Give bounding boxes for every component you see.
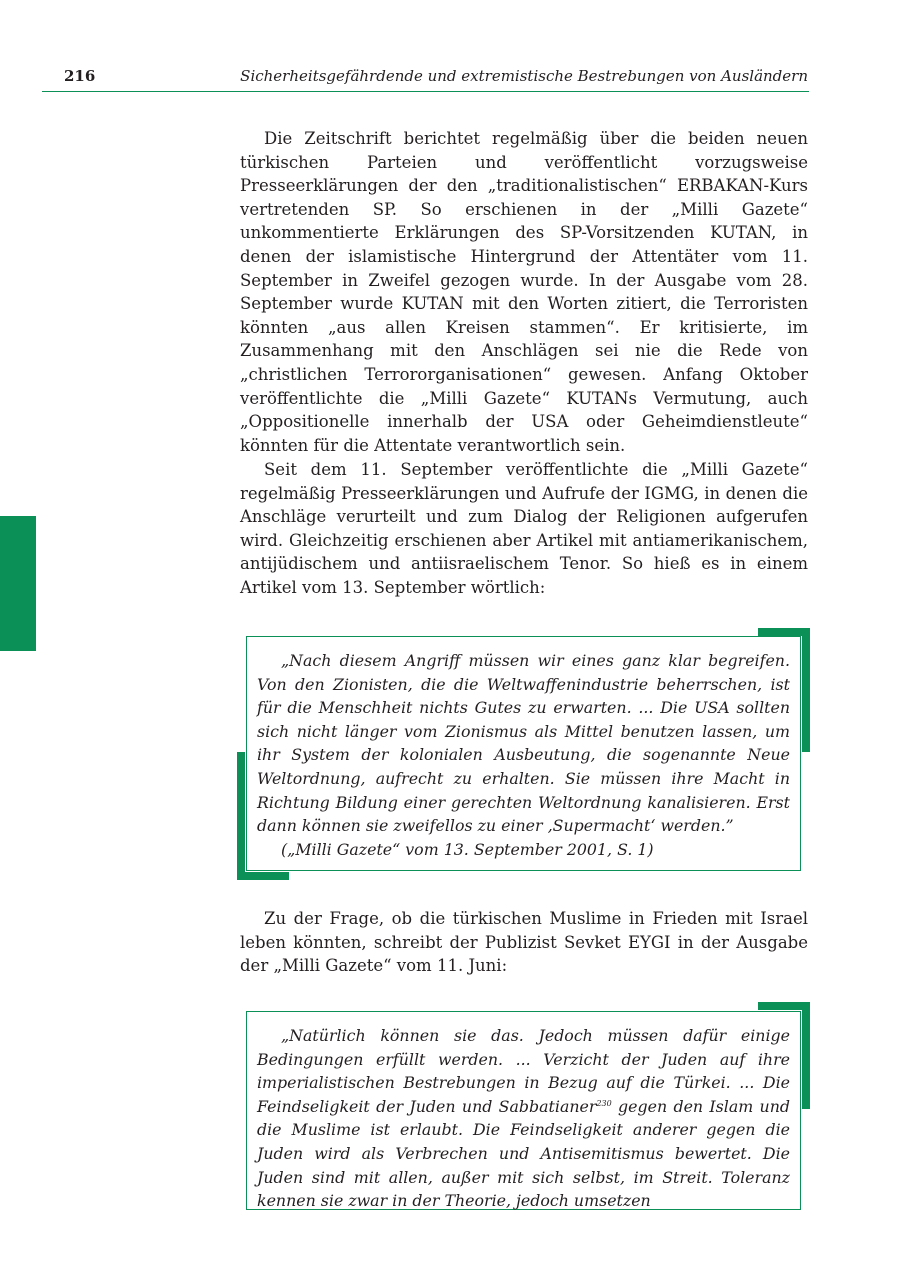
quote1-corner-bar-left [237,752,245,880]
header-rule [42,91,809,92]
quote-box-1 [246,636,801,871]
quote1-text-block [257,649,790,861]
body-paragraph-2 [240,458,808,600]
quote2-text-part1: „Natürlich können sie das. Jedoch müssen dafür einige Bedingungen erfüllt werden. ... Verzicht der Juden auf ihre imperialistischen Bestrebungen in Bezug auf die Türkei. ... Die Feindseligkeit der Juden und Sabbatianer [257,1026,790,1116]
quote1-corner-bar-bottom [237,872,289,880]
body-paragraph-1 [240,127,808,457]
paragraph-1-text: Die Zeitschrift berichtet regelmäßig über die beiden neuen türkischen Parteien und veröffentlicht vorzugsweise Presseerklärungen der den „traditionalistischen“ ERBAKAN-Kurs vertretenden SP. So erschienen in der „Milli Gazete“ unkommentierte Erklärungen des SP-Vorsitzenden KUTAN, in denen der islamistische Hintergrund der Attentäter vom 11. September in Zweifel gezogen wurde. In der Ausgabe vom 28. September wurde KUTAN mit den Worten zitiert, die Terroristen könnten „aus allen Kreisen stammen“. Er kritisierte, im Zusammenhang mit den Anschlägen sei nie die Rede von „christlichen Terrororganisationen“ gewesen. Anfang Oktober veröffentlichte die „Milli Gazete“ KUTANs Vermutung, auch „Oppositionelle innerhalb der USA oder Geheimdienstleute“ könnten für die Attentate verantwortlich sein. [240,129,808,455]
page-number: 216 [64,67,96,85]
quote1-corner-bar-right [802,628,810,752]
body-paragraph-3 [240,907,808,978]
section-thumb-tab [0,516,36,651]
footnote-ref[interactable]: 230 [596,1098,612,1108]
paragraph-3-text: Zu der Frage, ob die türkischen Muslime in Frieden mit Israel leben könnten, schreibt der Publizist Sevket EYGI in der Ausgabe der „Milli Gazete“ vom 11. Juni: [240,909,808,976]
quote2-corner-bar-right [802,1002,810,1109]
quote1-source: („Milli Gazete“ vom 13. September 2001, S. 1) [281,839,654,859]
paragraph-2-text: Seit dem 11. September veröffentlichte die „Milli Gazete“ regelmäßig Presseerklärungen und Aufrufe der IGMG, in denen die Anschläge verurteilt und zum Dialog der Religionen aufgerufen wird. Gleichzeitig erschienen aber Artikel mit antiamerikanischem, antijüdischem und antiisraelischem Tenor. So hieß es in einem Artikel vom 13. September wörtlich: [240,460,808,597]
quote1-text: „Nach diesem Angriff müssen wir eines ganz klar begreifen. Von den Zionisten, die die Weltwaffenindustrie beherrschen, ist für die Menschheit nichts Gutes zu erwarten. ... Die USA sollten sich nicht länger vom Zionismus als Mittel benutzen lassen, um ihr System der kolonialen Ausbeutung, die sogenannte Neue Weltordnung, aufrecht zu erhalten. Sie müssen ihre Macht in Richtung Bildung einer gerechten Weltordnung kanalisieren. Erst dann können sie zweifellos zu einer ‚Supermacht‘ werden.” [257,651,790,836]
quote2-text-part2: gegen den Islam und die Muslime ist erlaubt. Die Feindseligkeit anderer gegen die Juden wird als Verbrechen und Antisemitismus bewertet. Die Juden sind mit allen, außer mit sich selbst, im Streit. Toleranz kennen sie zwar in der Theorie, jedoch umsetzen [257,1096,791,1211]
running-title: Sicherheitsgefährdende und extremistische Bestrebungen von Ausländern [240,67,808,85]
quote2-text-block [257,1024,790,1213]
quote-box-2 [246,1011,801,1210]
